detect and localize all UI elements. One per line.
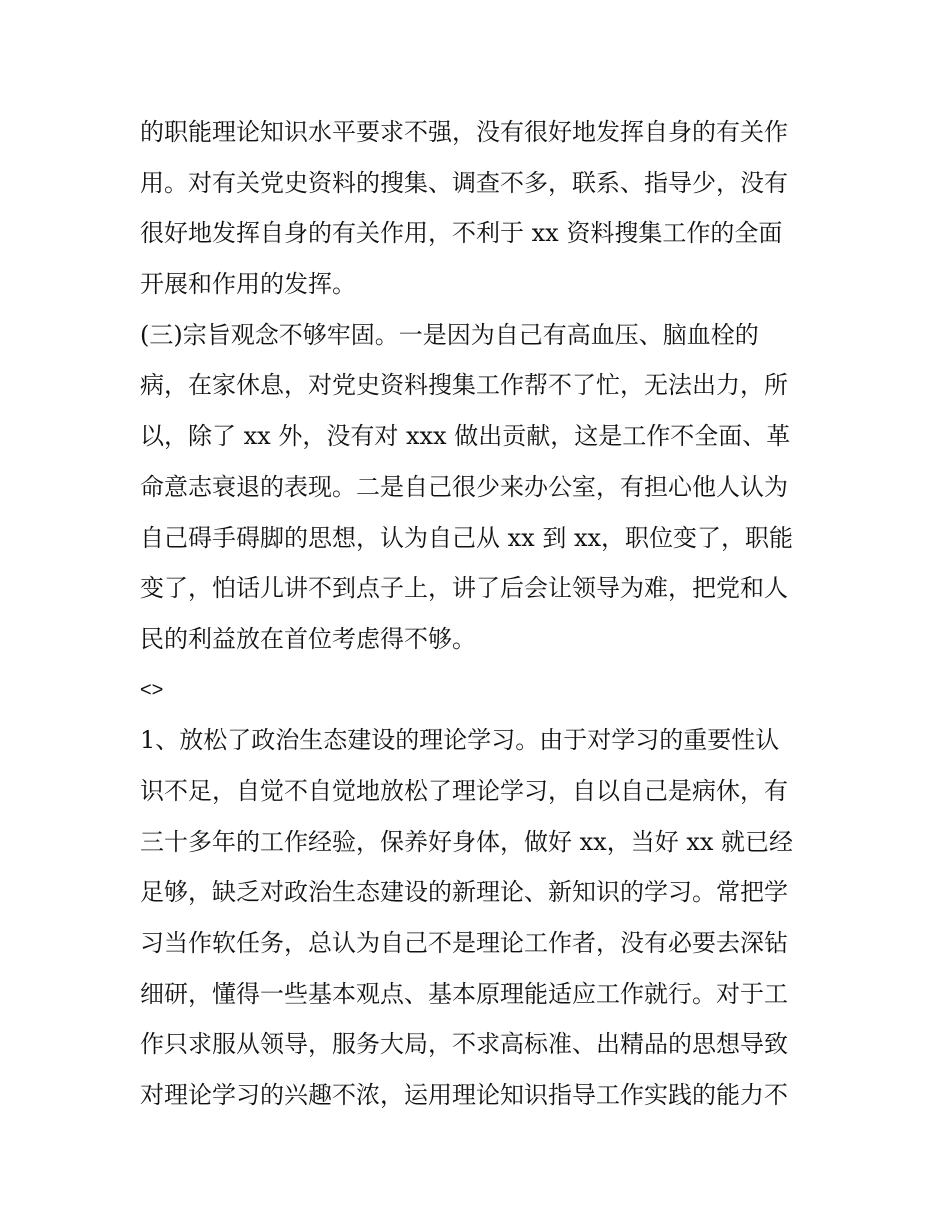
text-line: 用。对有关党史资料的搜集、调查不多，联系、指导少，没有	[140, 168, 788, 197]
body-text	[140, 107, 820, 1121]
text-line: 变了，怕话儿讲不到点子上，讲了后会让领导为难，把党和人	[140, 574, 788, 603]
text-line: 对理论学习的兴趣不浓，运用理论知识指导工作实践的能力不	[140, 1081, 788, 1110]
text-line: 命意志衰退的表现。二是自己很少来办公室，有担心他人认为	[140, 472, 788, 501]
text-line: 足够，缺乏对政治生态建设的新理论、新知识的学习。常把学	[140, 878, 788, 907]
text-line: 作只求服从领导，服务大局，不求高标准、出精品的思想导致	[140, 1030, 788, 1059]
text-line: 三十多年的工作经验，保养好身体，做好 xx，当好 xx 就已经	[140, 827, 794, 856]
text-line: 习当作软任务，总认为自己不是理论工作者，没有必要去深钻	[140, 929, 788, 957]
section-heading-line: (三)宗旨观念不够牢固。一是因为自己有高血压、脑血栓的	[140, 320, 759, 349]
text-line: 的职能理论知识水平要求不强，没有很好地发挥自身的有关作	[140, 118, 788, 146]
text-line: 民的利益放在首位考虑得不够。	[140, 624, 476, 653]
numbered-item-line: 1、放松了政治生态建设的理论学习。由于对学习的重要性认	[140, 726, 780, 755]
text-line: 细研，懂得一些基本观点、基本原理能适应工作就行。对于工	[140, 979, 788, 1008]
text-line: 识不足，自觉不自觉地放松了理论学习，自以自己是病休，有	[140, 776, 788, 805]
text-line: 病，在家休息，对党史资料搜集工作帮不了忙，无法出力，所	[140, 371, 788, 400]
text-line: 自己碍手碍脚的思想，认为自己从 xx 到 xx，职位变了，职能	[140, 523, 794, 552]
text-line: 以，除了 xx 外，没有对 xxx 做出贡献，这是工作不全面、革	[140, 422, 791, 451]
text-line: 很好地发挥自身的有关作用，不利于 xx 资料搜集工作的全面	[140, 219, 783, 248]
angle-bracket-marker: <>	[140, 678, 164, 701]
text-line: 开展和作用的发挥。	[140, 270, 356, 299]
